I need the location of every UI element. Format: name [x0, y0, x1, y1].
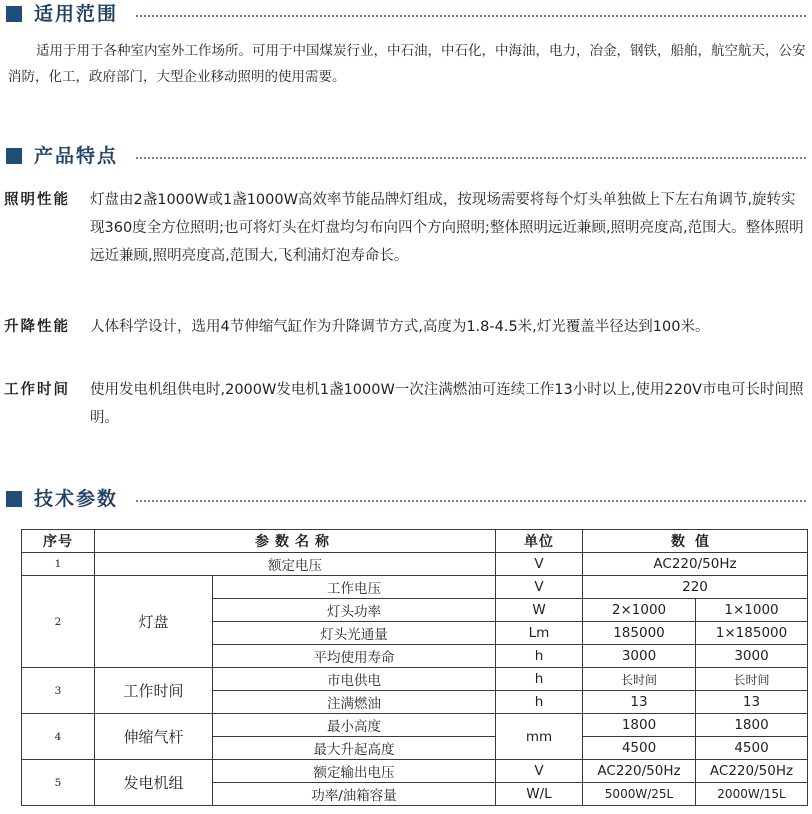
unit-cell: h	[496, 668, 583, 691]
unit-cell: W	[496, 599, 583, 622]
unit-cell: V	[496, 553, 583, 576]
value-cell: 5000W/25L	[583, 783, 696, 806]
value-cell: 3000	[696, 645, 808, 668]
feature-lifting	[4, 313, 808, 343]
param-name: 最小高度	[213, 714, 496, 737]
unit-cell: h	[496, 645, 583, 668]
param-name: 功率/油箱容量	[213, 783, 496, 806]
param-name: 灯头功率	[213, 599, 496, 622]
param-name: 额定电压	[95, 553, 496, 576]
row-number: 4	[22, 714, 95, 760]
unit-cell: h	[496, 691, 583, 714]
value-cell: 长时间	[696, 668, 808, 691]
feature-text: 灯盘由2盏1000W或1盏1000W高效率节能品牌灯组成，按现场需要将每个灯头单独做上下左右角调节,旋转实现360度全方位照明;也可将灯头在灯盘均匀布向四个方向照明;整体照明远近兼顾,照明亮度高,范围大。整体照明远近兼顾,照明亮度高,范围大,飞利浦灯泡寿命长。	[90, 192, 804, 264]
dotted-divider	[136, 15, 806, 17]
header-value: 数值	[583, 530, 808, 553]
row-number: 2	[22, 576, 95, 668]
section-title: 产品特点	[34, 145, 119, 167]
section-title: 技术参数	[34, 488, 119, 510]
group-label: 工作时间	[95, 668, 213, 714]
param-name: 注满燃油	[213, 691, 496, 714]
section-square-icon	[6, 491, 22, 507]
value-cell: 1800	[696, 714, 808, 737]
spec-table	[21, 529, 808, 806]
value-cell: 4500	[696, 737, 808, 760]
scope-text: 适用于用于各种室内室外工作场所。可用于中国煤炭行业，中石油，中石化，中海油，电力，冶金，钢铁，船舶，航空航天，公安消防，化工，政府部门，大型企业移动照明的使用需要。	[8, 43, 806, 85]
feature-lighting	[4, 186, 808, 272]
row-number: 3	[22, 668, 95, 714]
header-unit: 单位	[496, 530, 583, 553]
table-row	[22, 553, 808, 576]
value-cell: 1×1000	[696, 599, 808, 622]
value-cell: 2×1000	[583, 599, 696, 622]
param-name: 灯头光通量	[213, 622, 496, 645]
group-label: 伸缩气杆	[95, 714, 213, 760]
group-label: 发电机组	[95, 760, 213, 806]
value-cell: 1800	[583, 714, 696, 737]
section-header-scope	[6, 2, 806, 26]
value-cell: 185000	[583, 622, 696, 645]
unit-cell: W/L	[496, 783, 583, 806]
feature-text: 人体科学设计，选用4节伸缩气缸作为升降调节方式,高度为1.8-4.5米,灯光覆盖半径达到100米。	[90, 319, 710, 335]
value-cell: 2000W/15L	[696, 783, 808, 806]
table-row	[22, 714, 808, 737]
value-cell: 3000	[583, 645, 696, 668]
feature-label: 工作时间	[4, 382, 70, 398]
header-param: 参数名称	[95, 530, 496, 553]
value-cell: AC220/50Hz	[583, 760, 696, 783]
dotted-divider	[136, 157, 806, 159]
table-row	[22, 760, 808, 783]
value-cell: 13	[583, 691, 696, 714]
unit-cell: V	[496, 576, 583, 599]
value-cell: AC220/50Hz	[696, 760, 808, 783]
group-label: 灯盘	[95, 576, 213, 668]
section-square-icon	[6, 6, 22, 22]
feature-worktime	[4, 376, 808, 434]
value-cell: 1×185000	[696, 622, 808, 645]
scope-paragraph	[8, 38, 808, 90]
section-header-features	[6, 144, 806, 168]
value-cell: 4500	[583, 737, 696, 760]
value-cell: 长时间	[583, 668, 696, 691]
table-row	[22, 576, 808, 599]
row-number: 1	[22, 553, 95, 576]
unit-cell: Lm	[496, 622, 583, 645]
param-name: 平均使用寿命	[213, 645, 496, 668]
section-square-icon	[6, 148, 22, 164]
param-name: 最大升起高度	[213, 737, 496, 760]
feature-label: 升降性能	[4, 319, 70, 335]
table-row	[22, 668, 808, 691]
feature-label: 照明性能	[4, 192, 70, 208]
param-name: 市电供电	[213, 668, 496, 691]
param-name: 额定输出电压	[213, 760, 496, 783]
dotted-divider	[136, 500, 806, 502]
row-number: 5	[22, 760, 95, 806]
unit-cell: V	[496, 760, 583, 783]
value-cell: AC220/50Hz	[583, 553, 808, 576]
unit-cell: mm	[496, 714, 583, 760]
section-header-specs	[6, 487, 806, 511]
value-cell: 13	[696, 691, 808, 714]
feature-text: 使用发电机组供电时,2000W发电机1盏1000W一次注满燃油可连续工作13小时以上,使用220V市电可长时间照明。	[90, 382, 804, 426]
value-cell: 220	[583, 576, 808, 599]
table-header-row	[22, 530, 808, 553]
header-no: 序号	[22, 530, 95, 553]
section-title: 适用范围	[34, 3, 119, 25]
param-name: 工作电压	[213, 576, 496, 599]
